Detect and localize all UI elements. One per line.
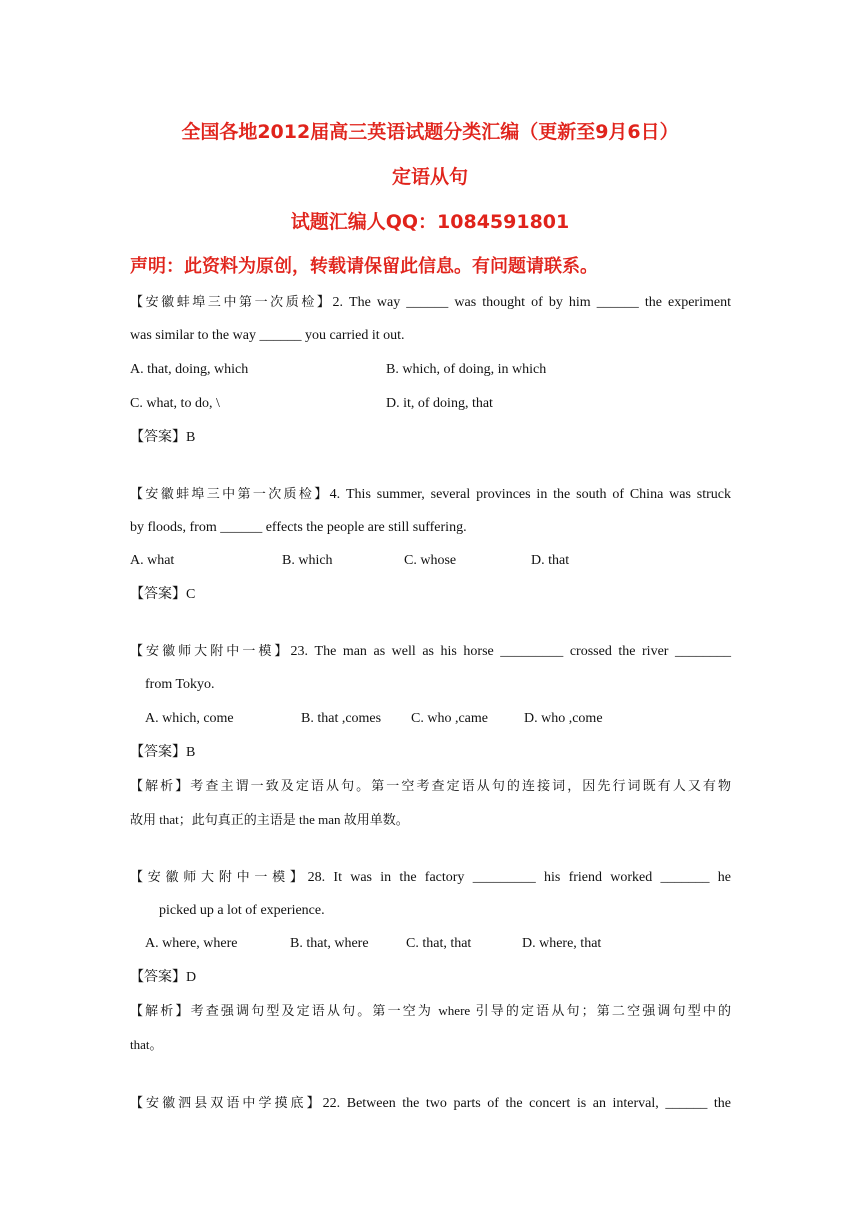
question-1-option-b: B. which, of doing, in which [386,362,547,377]
question-4-option-b: B. that, where [290,936,369,951]
question-3-line-1 [130,641,731,662]
question-4-line-1 [130,867,731,888]
question-2-answer: 【答案】C [130,587,196,602]
question-3-answer: 【答案】B [130,745,196,760]
question-2-option-b: B. which [282,553,333,568]
question-1-option-c: C. what, to do, \ [130,396,220,411]
question-4-option-a: A. where, where [145,936,238,951]
question-1-source: 【安徽蚌埠三中第一次质检】 [130,294,333,309]
question-4-option-c: C. that, that [406,936,472,951]
copyright-notice: 声明：此资料为原创，转载请保留此信息。有问题请联系。 [130,256,598,277]
question-1-answer: 【答案】B [130,430,196,445]
question-4-stem-2: picked up a lot of experience. [159,903,325,918]
question-4-stem-1: 28. It was in the factory _________ his friend worked _______ he [307,870,731,885]
question-4-option-d: D. where, that [522,936,602,951]
question-2-source: 【安徽蚌埠三中第一次质检】 [130,486,330,501]
question-1-option-d: D. it, of doing, that [386,396,493,411]
question-4-analysis-1: 【解析】考查强调句型及定语从句。第一空为 where 引导的定语从句；第二空强调句型中的 [130,1003,731,1018]
question-1-line-1 [130,292,731,313]
question-3-analysis-2: 故用 that；此句真正的主语是 the man 故用单数。 [130,812,409,827]
question-4-analysis-2: that。 [130,1037,163,1052]
question-5-source: 【安徽泗县双语中学摸底】 [130,1095,323,1110]
document-title: 全国各地2012届高三英语试题分类汇编（更新至9月6日） [181,121,679,143]
document-subtitle: 定语从句 [391,166,468,188]
question-3-stem-2: from Tokyo. [145,677,215,692]
question-3-option-a: A. which, come [145,711,234,726]
question-1-option-a: A. that, doing, which [130,362,249,377]
question-3-analysis-1: 【解析】考查主谓一致及定语从句。第一空考查定语从句的连接词，因先行词既有人又有物 [130,778,731,793]
question-3-source: 【安徽师大附中一模】 [130,643,291,658]
question-3-stem-1: 23. The man as well as his horse _________ crossed the river ________ [290,644,731,659]
question-2-line-1 [130,484,731,505]
question-3-option-c: C. who ,came [411,711,488,726]
question-1-stem-2: was similar to the way ______ you carried it out. [130,328,405,343]
question-5-line-1 [130,1093,731,1114]
question-2-stem-1: 4. This summer, several provinces in the south of China was struck [329,487,731,502]
question-4-answer: 【答案】D [130,970,197,985]
question-3-option-b: B. that ,comes [301,711,382,726]
question-2-option-c: C. whose [404,553,457,568]
question-2-option-d: D. that [531,553,570,568]
question-2-option-a: A. what [130,553,175,568]
question-2-stem-2: by floods, from ______ effects the people are still suffering. [130,520,467,535]
question-4-source: 【安徽师大附中一模】 [130,869,308,884]
question-3-option-d: D. who ,come [524,711,603,726]
question-1-stem-1: 2. The way ______ was thought of by him ______ the experiment [332,295,731,310]
compiler-info: 试题汇编人QQ：1084591801 [290,211,570,233]
question-5-stem-1: 22. Between the two parts of the concert is an interval, ______ the [322,1096,731,1111]
